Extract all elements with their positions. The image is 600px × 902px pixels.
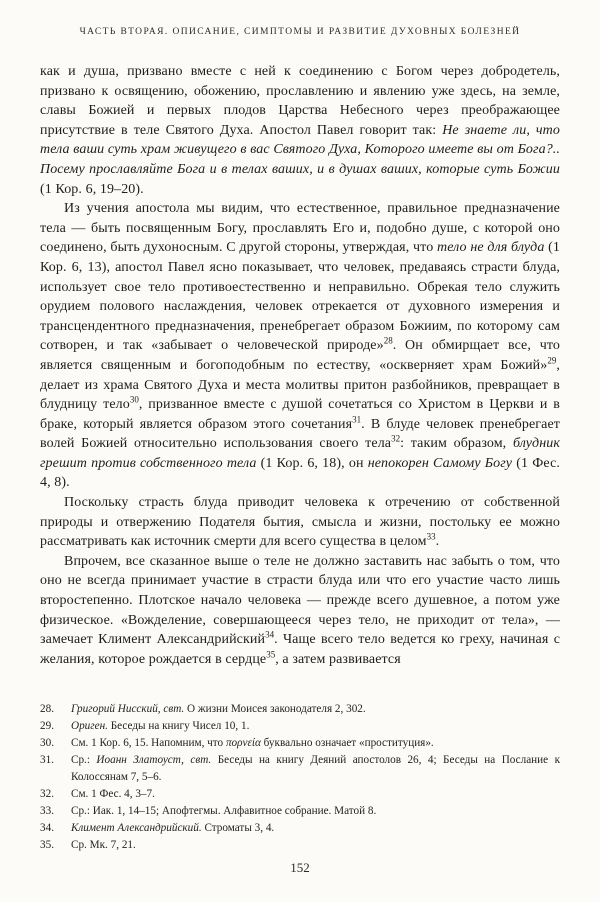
footnote-number: 28. <box>40 703 54 716</box>
text-run: Григорий Нисский, свт. <box>71 703 185 716</box>
text-run: Климент Александрийский. <box>71 822 202 835</box>
text-run: Иоанн Златоуст, свт. <box>96 754 212 767</box>
footnotes-section <box>40 701 560 854</box>
text-run: (1 Кор. 6, 13), апостол Павел ясно показывает, что человек, предаваясь страсти блуда, использует свое тело противоестественно и неправильно. Обрекая тело служить орудием полового наслаждения, человек отрекается от духовного измерения и трансцендентного предназначения, пренебрегает образом Божиим, по которому сам сотворен, и так «забывает о человеческой природе» <box>40 240 560 354</box>
paragraph-1 <box>40 62 560 199</box>
footnote-number: 32. <box>40 788 54 801</box>
footnote-text <box>71 803 560 820</box>
text-run: πορνεία <box>225 737 261 750</box>
footnote-text <box>71 837 560 854</box>
footnote-number: 34. <box>40 822 54 835</box>
footnote-ref: 33 <box>426 531 436 542</box>
footnote-number: 29. <box>40 720 54 733</box>
text-run: , а затем развивается <box>275 651 401 667</box>
footnote-ref: 34 <box>265 629 275 640</box>
footnote-35 <box>40 837 560 854</box>
text-run: Ср.: <box>71 754 97 767</box>
footnote-text <box>71 735 560 752</box>
text-run: О жизни Моисея законодателя 2, 302. <box>184 703 366 716</box>
footnote-ref: 32 <box>391 433 401 444</box>
paragraph-4 <box>40 552 560 670</box>
text-run: . <box>435 534 440 550</box>
footnote-32 <box>40 786 560 803</box>
footnote-text <box>71 752 560 786</box>
footnote-34 <box>40 820 560 837</box>
text-run: См. 1 Фес. 4, 3–7. <box>71 788 155 801</box>
footnote-number: 30. <box>40 737 54 750</box>
text-run: блудник грешит против собственного тела <box>40 436 561 471</box>
text-run: Строматы 3, 4. <box>201 822 275 835</box>
footnote-text <box>71 820 560 837</box>
footnote-ref: 28 <box>383 335 393 346</box>
footnote-number: 35. <box>40 839 54 852</box>
text-run: непокорен Самому Богу <box>367 455 513 471</box>
text-run: (1 Кор. 6, 18), он <box>256 455 368 471</box>
text-run: : таким образом, <box>400 436 513 452</box>
main-text <box>40 62 560 669</box>
text-run: , призванное вместе с душой сочетаться со Христом в Церкви и в браке, который является образом этого сочетания <box>40 397 560 432</box>
text-run: Не знаете ли, что тела ваши суть храм живущего в вас Святого Духа, Которого имеете вы от Бога?.. Посему прославляйте Бога и в телах ваших, и в душах ваших, которые суть Божии <box>40 122 560 177</box>
text-run: Ориген. <box>71 720 108 733</box>
text-run: буквально означает «проституция». <box>260 737 434 750</box>
text-run: (1 Фес. 4, 8). <box>40 455 560 491</box>
footnote-29 <box>40 718 560 735</box>
paragraph-2 <box>40 199 560 493</box>
text-run: Ср. Мк. 7, 21. <box>71 839 136 852</box>
text-run: Поскольку страсть блуда приводит человека к отречению от собственной природы и отвержению Подателя бытия, смысла и жизни, постольку ее можно рассматривать как источник смерти для всего существа в целом <box>40 495 560 550</box>
paragraph-3 <box>40 493 560 552</box>
page-number: 152 <box>290 860 310 875</box>
footnote-ref: 31 <box>352 414 362 425</box>
footnote-ref: 30 <box>129 394 139 405</box>
footnote-33 <box>40 803 560 820</box>
footnote-31 <box>40 752 560 786</box>
text-run: тело не для блуда <box>436 240 545 256</box>
text-run: . Он обмирщает все, что является священным и богоподобным по естеству, «оскверняет храм Божий» <box>40 338 560 373</box>
footnote-text <box>71 701 560 718</box>
text-run: Впрочем, все сказанное выше о теле не должно заставить нас забыть о том, что оно не всегда принимает участие в страсти блуда или что его участие часто лишь второстепенно. Плотское начало человека — прежде всего душевное, а потом уже физическое. «Вожделение, совершающееся через тело, не приходит от тела», — замечает Климент Александрийский <box>40 553 560 648</box>
text-run: Беседы на книгу Чисел 10, 1. <box>107 720 250 733</box>
footnote-ref: 29 <box>547 355 557 366</box>
footnote-text <box>71 718 560 735</box>
footnote-28 <box>40 701 560 718</box>
text-run: Из учения апостола мы видим, что естественное, правильное предназначение тела — быть посвященным Богу, прославлять Его и, подобно душе, с которой оно соединено, быть духоносным. С другой стороны, утверждая, что <box>40 201 560 256</box>
footnote-text <box>71 786 560 803</box>
text-run: , делает из храма Святого Духа и места молитвы притон разбойников, превращает в блудницу тело <box>40 357 560 413</box>
footnote-number: 31. <box>40 754 54 767</box>
running-header: ЧАСТЬ ВТОРАЯ. ОПИСАНИЕ, СИМПТОМЫ И РАЗВИТИЕ ДУХОВНЫХ БОЛЕЗНЕЙ <box>79 27 521 37</box>
text-run: как и душа, призвано вместе с ней к соединению с Богом через добродетель, призвано к освящению, обожению, прославлению и явлению уже здесь, на земле, славы Божией и первых плодов Царства Небесного через преображающее присутствие в теле Святого Духа. Апостол Павел говорит так: <box>40 64 560 138</box>
text-run: . В блуде человек пренебрегает волей Божией относительно использования своего тела <box>40 416 560 452</box>
footnote-ref: 35 <box>266 649 276 660</box>
text-run: Ср.: Иак. 1, 14–15; Апофтегмы. Алфавитное собрание. Матой 8. <box>71 805 377 818</box>
footnote-30 <box>40 735 560 752</box>
footnote-number: 33. <box>40 805 54 818</box>
text-run: См. 1 Кор. 6, 15. Напомним, что <box>71 737 226 750</box>
text-run: . Чаще всего тело ведется ко греху, начиная с желания, которое рождается в сердце <box>40 632 561 667</box>
text-run: (1 Кор. 6, 19–20). <box>40 181 144 197</box>
text-run: Беседы на книгу Деяний апостолов 26, 4; Беседы на Послание к Колоссянам 7, 5–6. <box>71 754 561 784</box>
